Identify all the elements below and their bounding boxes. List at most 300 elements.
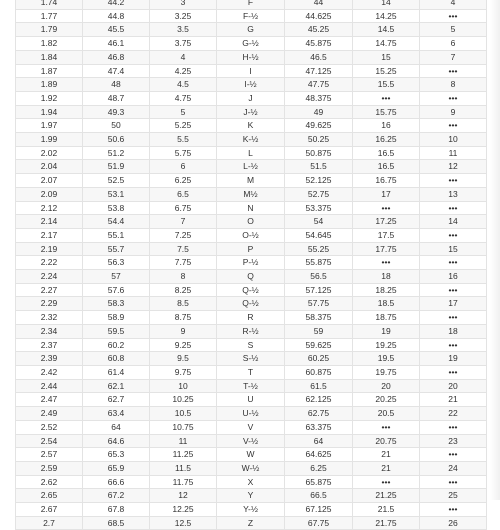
table-cell: 1.87	[16, 64, 83, 78]
table-cell: P	[217, 242, 285, 256]
table-cell: 20.75	[353, 434, 420, 448]
table-cell: 17	[420, 297, 487, 311]
table-cell: 67.75	[285, 516, 353, 530]
table-cell: 2.52	[16, 420, 83, 434]
table-cell: 58.375	[285, 311, 353, 325]
table-cell: 18.25	[353, 283, 420, 297]
table-cell: 2.42	[16, 365, 83, 379]
table-cell: 2.24	[16, 270, 83, 284]
table-cell: 2.27	[16, 283, 83, 297]
table-cell: 45.25	[285, 23, 353, 37]
table-cell: V	[217, 420, 285, 434]
table-cell: 50.25	[285, 133, 353, 147]
table-cell: Y	[217, 489, 285, 503]
table-row	[16, 503, 487, 517]
table-cell: 9.75	[150, 365, 217, 379]
table-cell: 4.5	[150, 78, 217, 92]
table-cell: 7	[150, 215, 217, 229]
table-cell: 16.25	[353, 133, 420, 147]
table-cell: •••	[420, 448, 487, 462]
table-cell: T-½	[217, 379, 285, 393]
table-row	[16, 365, 487, 379]
table-row	[16, 297, 487, 311]
table-cell: G	[217, 23, 285, 37]
table-cell: 17.5	[353, 228, 420, 242]
table-cell: •••	[420, 475, 487, 489]
table-cell: 58.3	[83, 297, 150, 311]
table-cell: O	[217, 215, 285, 229]
table-cell: 4	[420, 0, 487, 9]
table-cell: F	[217, 0, 285, 9]
table-cell: 14.25	[353, 9, 420, 23]
table-row	[16, 187, 487, 201]
table-cell: N	[217, 201, 285, 215]
table-row	[16, 105, 487, 119]
table-cell: 2.44	[16, 379, 83, 393]
table-cell: 67.8	[83, 503, 150, 517]
table-row	[16, 9, 487, 23]
table-cell: 18	[420, 324, 487, 338]
scroll-edge-shadow	[490, 0, 500, 500]
table-cell: M½	[217, 187, 285, 201]
table-row	[16, 50, 487, 64]
table-cell: 56.3	[83, 256, 150, 270]
table-cell: 57	[83, 270, 150, 284]
table-cell: 12.5	[150, 516, 217, 530]
table-cell: Q	[217, 270, 285, 284]
table-cell: 61.5	[285, 379, 353, 393]
table-cell: 59	[285, 324, 353, 338]
table-cell: 62.1	[83, 379, 150, 393]
table-cell: 14	[353, 0, 420, 9]
table-cell: •••	[353, 420, 420, 434]
table-cell: 19.5	[353, 352, 420, 366]
table-cell: 53.375	[285, 201, 353, 215]
table-cell: J-½	[217, 105, 285, 119]
table-cell: 2.07	[16, 174, 83, 188]
table-row	[16, 201, 487, 215]
table-row	[16, 489, 487, 503]
table-cell: 45.875	[285, 37, 353, 51]
table-row	[16, 78, 487, 92]
table-cell: •••	[420, 119, 487, 133]
table-cell: M	[217, 174, 285, 188]
table-row	[16, 119, 487, 133]
table-cell: 12	[420, 160, 487, 174]
table-cell: •••	[420, 283, 487, 297]
table-cell: 8	[420, 78, 487, 92]
table-cell: 11.25	[150, 448, 217, 462]
table-cell: 19.75	[353, 365, 420, 379]
table-cell: 14	[420, 215, 487, 229]
table-cell: 11.5	[150, 461, 217, 475]
table-cell: 52.5	[83, 174, 150, 188]
table-cell: 55.25	[285, 242, 353, 256]
table-cell: 2.19	[16, 242, 83, 256]
table-cell: 50.875	[285, 146, 353, 160]
table-cell: 15.75	[353, 105, 420, 119]
table-cell: 5	[150, 105, 217, 119]
table-cell: 6	[420, 37, 487, 51]
table-cell: 66.6	[83, 475, 150, 489]
table-row	[16, 311, 487, 325]
table-cell: •••	[420, 174, 487, 188]
table-cell: 10.75	[150, 420, 217, 434]
table-cell: 1.82	[16, 37, 83, 51]
table-cell: 10	[420, 133, 487, 147]
table-cell: 44.2	[83, 0, 150, 9]
table-cell: 14.5	[353, 23, 420, 37]
table-cell: 1.94	[16, 105, 83, 119]
table-cell: 8	[150, 270, 217, 284]
table-cell: 62.7	[83, 393, 150, 407]
table-cell: •••	[353, 201, 420, 215]
table-row	[16, 64, 487, 78]
table-cell: 2.02	[16, 146, 83, 160]
table-cell: P-½	[217, 256, 285, 270]
table-cell: 5.25	[150, 119, 217, 133]
table-cell: L-½	[217, 160, 285, 174]
table-cell: 13	[420, 187, 487, 201]
table-cell: 59.5	[83, 324, 150, 338]
table-cell: 1.84	[16, 50, 83, 64]
table-cell: X	[217, 475, 285, 489]
table-cell: 3.75	[150, 37, 217, 51]
table-cell: 2.04	[16, 160, 83, 174]
table-cell: 55.1	[83, 228, 150, 242]
table-row	[16, 133, 487, 147]
table-cell: •••	[420, 420, 487, 434]
table-row	[16, 461, 487, 475]
table-cell: 58.9	[83, 311, 150, 325]
table-cell: 49	[285, 105, 353, 119]
table-cell: 48.7	[83, 91, 150, 105]
table-row	[16, 23, 487, 37]
table-cell: 63.4	[83, 407, 150, 421]
table-cell: 11.75	[150, 475, 217, 489]
table-cell: 1.92	[16, 91, 83, 105]
table-cell: 2.29	[16, 297, 83, 311]
table-cell: 55.7	[83, 242, 150, 256]
table-cell: •••	[420, 228, 487, 242]
table-cell: V-½	[217, 434, 285, 448]
table-cell: 54.645	[285, 228, 353, 242]
table-cell: 1.99	[16, 133, 83, 147]
table-cell: 5.5	[150, 133, 217, 147]
table-cell: 60.875	[285, 365, 353, 379]
table-cell: 50.6	[83, 133, 150, 147]
table-cell: L	[217, 146, 285, 160]
table-cell: •••	[420, 338, 487, 352]
table-cell: 1.79	[16, 23, 83, 37]
table-cell: 17.75	[353, 242, 420, 256]
table-cell: 65.9	[83, 461, 150, 475]
table-cell: 11	[420, 146, 487, 160]
table-row	[16, 393, 487, 407]
table-cell: 6	[150, 160, 217, 174]
table-cell: R-½	[217, 324, 285, 338]
table-cell: 11	[150, 434, 217, 448]
table-cell: 9.5	[150, 352, 217, 366]
table-cell: 2.17	[16, 228, 83, 242]
table-cell: 1.74	[16, 0, 83, 9]
table-cell: 62.125	[285, 393, 353, 407]
table-row	[16, 407, 487, 421]
table-cell: •••	[420, 64, 487, 78]
table-cell: 6.75	[150, 201, 217, 215]
table-cell: 56.5	[285, 270, 353, 284]
table-cell: 18.75	[353, 311, 420, 325]
table-cell: 57.125	[285, 283, 353, 297]
table-cell: 53.8	[83, 201, 150, 215]
table-cell: S	[217, 338, 285, 352]
table-cell: 44.8	[83, 9, 150, 23]
table-cell: 50	[83, 119, 150, 133]
table-cell: 4	[150, 50, 217, 64]
table-row	[16, 448, 487, 462]
table-cell: 22	[420, 407, 487, 421]
table-cell: W-½	[217, 461, 285, 475]
table-cell: 19	[353, 324, 420, 338]
table-cell: 15.5	[353, 78, 420, 92]
table-row	[16, 420, 487, 434]
table-cell: 53.1	[83, 187, 150, 201]
table-cell: 18.5	[353, 297, 420, 311]
table-row	[16, 242, 487, 256]
table-cell: 2.59	[16, 461, 83, 475]
table-cell: 21.25	[353, 489, 420, 503]
table-cell: 66.5	[285, 489, 353, 503]
table-body	[16, 0, 487, 530]
table-cell: 3.5	[150, 23, 217, 37]
table-row	[16, 516, 487, 530]
table-cell: 49.625	[285, 119, 353, 133]
table-cell: 47.125	[285, 64, 353, 78]
table-cell: •••	[420, 503, 487, 517]
table-cell: 21	[353, 461, 420, 475]
table-cell: 7.5	[150, 242, 217, 256]
table-row	[16, 324, 487, 338]
table-cell: 17	[353, 187, 420, 201]
table-cell: 61.4	[83, 365, 150, 379]
table-row	[16, 475, 487, 489]
table-cell: 23	[420, 434, 487, 448]
table-cell: 10	[150, 379, 217, 393]
table-row	[16, 434, 487, 448]
table-cell: 4.75	[150, 91, 217, 105]
table-cell: 68.5	[83, 516, 150, 530]
table-cell: 7	[420, 50, 487, 64]
table-cell: 20.5	[353, 407, 420, 421]
table-cell: •••	[420, 91, 487, 105]
table-cell: 2.22	[16, 256, 83, 270]
table-cell: 2.7	[16, 516, 83, 530]
table-cell: 16.5	[353, 160, 420, 174]
table-cell: 60.8	[83, 352, 150, 366]
table-cell: 6.5	[150, 187, 217, 201]
table-cell: 21.75	[353, 516, 420, 530]
table-cell: 52.75	[285, 187, 353, 201]
table-cell: 55.875	[285, 256, 353, 270]
table-cell: 16.5	[353, 146, 420, 160]
table-cell: S-½	[217, 352, 285, 366]
table-cell: 46.1	[83, 37, 150, 51]
table-cell: H-½	[217, 50, 285, 64]
table-cell: 7.25	[150, 228, 217, 242]
table-cell: Q-½	[217, 297, 285, 311]
table-cell: U-½	[217, 407, 285, 421]
table-cell: 15.25	[353, 64, 420, 78]
table-cell: 16.75	[353, 174, 420, 188]
table-cell: K-½	[217, 133, 285, 147]
table-cell: 64	[285, 434, 353, 448]
table-cell: •••	[353, 475, 420, 489]
table-cell: 46.8	[83, 50, 150, 64]
table-cell: 19	[420, 352, 487, 366]
table-cell: 19.25	[353, 338, 420, 352]
size-conversion-table	[15, 0, 487, 530]
table-cell: 24	[420, 461, 487, 475]
table-cell: K	[217, 119, 285, 133]
table-cell: F-½	[217, 9, 285, 23]
table-cell: I-½	[217, 78, 285, 92]
table-cell: 57.75	[285, 297, 353, 311]
table-cell: Q-½	[217, 283, 285, 297]
table-row	[16, 379, 487, 393]
table-row	[16, 352, 487, 366]
table-cell: 12	[150, 489, 217, 503]
table-cell: 3	[150, 0, 217, 9]
table-cell: 64.625	[285, 448, 353, 462]
table-cell: R	[217, 311, 285, 325]
table-cell: 1.89	[16, 78, 83, 92]
table-cell: 21	[353, 448, 420, 462]
table-row	[16, 256, 487, 270]
table-cell: 49.3	[83, 105, 150, 119]
table-cell: 2.09	[16, 187, 83, 201]
table-cell: 2.65	[16, 489, 83, 503]
table-cell: 21.5	[353, 503, 420, 517]
table-row	[16, 270, 487, 284]
table-row	[16, 91, 487, 105]
table-cell: 2.34	[16, 324, 83, 338]
table-cell: •••	[353, 256, 420, 270]
table-cell: 18	[353, 270, 420, 284]
table-cell: 3.25	[150, 9, 217, 23]
table-cell: 2.12	[16, 201, 83, 215]
table-cell: 9	[150, 324, 217, 338]
table-cell: 20.25	[353, 393, 420, 407]
table-cell: 2.47	[16, 393, 83, 407]
table-cell: 26	[420, 516, 487, 530]
table-cell: 62.75	[285, 407, 353, 421]
table-cell: 4.25	[150, 64, 217, 78]
table-cell: 15	[420, 242, 487, 256]
table-cell: 48	[83, 78, 150, 92]
table-cell: 65.875	[285, 475, 353, 489]
table-cell: 54.4	[83, 215, 150, 229]
table-cell: 10.25	[150, 393, 217, 407]
table-cell: 14.75	[353, 37, 420, 51]
table-cell: 2.39	[16, 352, 83, 366]
table-cell: 51.9	[83, 160, 150, 174]
table-cell: 2.54	[16, 434, 83, 448]
table-cell: 2.32	[16, 311, 83, 325]
table-cell: O-½	[217, 228, 285, 242]
table-cell: 47.75	[285, 78, 353, 92]
table-cell: I	[217, 64, 285, 78]
table-row	[16, 338, 487, 352]
table-row	[16, 174, 487, 188]
table-row	[16, 37, 487, 51]
table-cell: 20	[353, 379, 420, 393]
table-row	[16, 0, 487, 9]
table-cell: 60.25	[285, 352, 353, 366]
table-cell: 6.25	[285, 461, 353, 475]
table-row	[16, 228, 487, 242]
table-cell: 57.6	[83, 283, 150, 297]
table-cell: J	[217, 91, 285, 105]
table-cell: 2.37	[16, 338, 83, 352]
table-cell: •••	[420, 201, 487, 215]
table-cell: U	[217, 393, 285, 407]
table-cell: 67.2	[83, 489, 150, 503]
table-cell: 16	[353, 119, 420, 133]
table-cell: 8.5	[150, 297, 217, 311]
table-cell: 7.75	[150, 256, 217, 270]
table-cell: 48.375	[285, 91, 353, 105]
table-cell: Z	[217, 516, 285, 530]
table-cell: 2.67	[16, 503, 83, 517]
table-cell: 2.14	[16, 215, 83, 229]
table-cell: 51.5	[285, 160, 353, 174]
table-cell: 9.25	[150, 338, 217, 352]
table-cell: 17.25	[353, 215, 420, 229]
table-row	[16, 215, 487, 229]
table-cell: 15	[353, 50, 420, 64]
table-cell: 5.75	[150, 146, 217, 160]
table-cell: 1.77	[16, 9, 83, 23]
table-cell: 5	[420, 23, 487, 37]
table-cell: W	[217, 448, 285, 462]
table-cell: 51.2	[83, 146, 150, 160]
table-cell: 10.5	[150, 407, 217, 421]
table-cell: •••	[420, 311, 487, 325]
table-cell: 64	[83, 420, 150, 434]
table-cell: 6.25	[150, 174, 217, 188]
table-row	[16, 146, 487, 160]
table-cell: 2.62	[16, 475, 83, 489]
table-cell: 59.625	[285, 338, 353, 352]
table-cell: •••	[420, 256, 487, 270]
table-cell: 8.25	[150, 283, 217, 297]
table-cell: G-½	[217, 37, 285, 51]
table-cell: 2.57	[16, 448, 83, 462]
table-row	[16, 283, 487, 297]
table-cell: 63.375	[285, 420, 353, 434]
table-cell: 12.25	[150, 503, 217, 517]
table-cell: 2.49	[16, 407, 83, 421]
table-cell: 20	[420, 379, 487, 393]
table-cell: 47.4	[83, 64, 150, 78]
table-cell: 8.75	[150, 311, 217, 325]
table-cell: 60.2	[83, 338, 150, 352]
table-cell: •••	[420, 9, 487, 23]
table-cell: 65.3	[83, 448, 150, 462]
table-cell: 46.5	[285, 50, 353, 64]
table-cell: 54	[285, 215, 353, 229]
table-cell: 44.625	[285, 9, 353, 23]
